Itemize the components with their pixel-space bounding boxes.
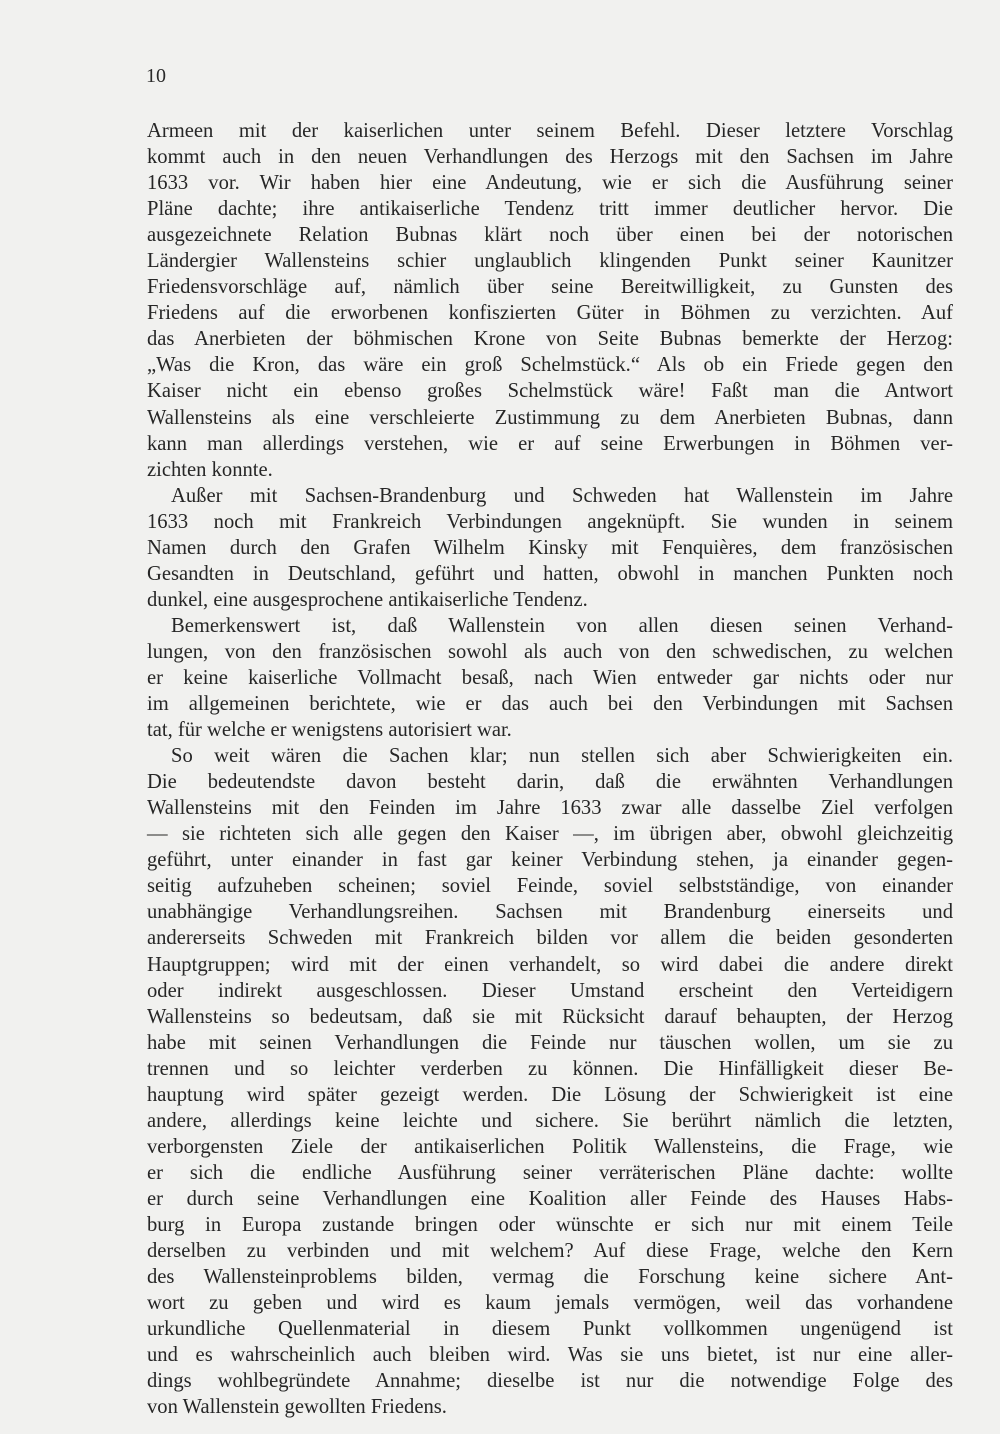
text-line: verborgensten Ziele der antikaiserlichen Politik Wallensteins, die Frage, wie (147, 1135, 953, 1158)
text-line: wort zu geben und wird es kaum jemals vermögen, weil das vorhandene (147, 1292, 953, 1315)
text-line: er durch seine Verhandlungen eine Koalition aller Feinde des Hauses Habs- (147, 1187, 953, 1210)
text-line: Die bedeutendste davon besteht darin, daß die erwähnten Verhandlungen (147, 771, 953, 794)
text-line: andere, allerdings keine leichte und sichere. Sie berührt nämlich die letzten, (147, 1109, 953, 1132)
text-line: von Wallenstein gewollten Friedens. (147, 1396, 447, 1419)
text-line: dunkel, eine ausgesprochene antikaiserliche Tendenz. (147, 588, 588, 611)
text-line: lungen, von den französischen sowohl als auch von den schwedischen, zu welchen (147, 640, 953, 663)
text-line: Pläne dachte; ihre antikaiserliche Tendenz tritt immer deutlicher hervor. Die (147, 198, 953, 221)
text-line: kann man allerdings verstehen, wie er auf seine Erwerbungen in Böhmen ver- (147, 432, 953, 455)
text-line: seitig aufzuheben scheinen; soviel Feinde, soviel selbstständige, von einander (147, 875, 953, 898)
text-line: Hauptgruppen; wird mit der einen verhandelt, so wird dabei die andere direkt (147, 953, 953, 976)
text-line: das Anerbieten der böhmischen Krone von Seite Bubnas bemerkte der Herzog: (147, 328, 953, 351)
text-line: Armeen mit der kaiserlichen unter seinem Befehl. Dieser letztere Vorschlag (147, 120, 953, 142)
text-line: oder indirekt ausgeschlossen. Dieser Umstand erscheint den Verteidigern (147, 979, 953, 1002)
text-line: 1633 vor. Wir haben hier eine Andeutung, wie er sich die Ausführung seiner (147, 172, 953, 195)
text-line: Gesandten in Deutschland, geführt und hatten, obwohl in manchen Punkten noch (147, 562, 953, 585)
text-line: Ländergier Wallensteins schier unglaublich klingenden Punkt seiner Kaunitzer (147, 250, 953, 273)
text-line: ausgezeichnete Relation Bubnas klärt noch über einen bei der notorischen (147, 224, 953, 247)
text-line: tat, für welche er wenigstens autorisiert war. (147, 719, 512, 742)
text-line: andererseits Schweden mit Frankreich bilden vor allem die beiden gesonderten (147, 927, 953, 950)
text-line: er keine kaiserliche Vollmacht besaß, nach Wien entweder gar nichts oder nur (147, 666, 953, 689)
text-line: Kaiser nicht ein ebenso großes Schelmstück wäre! Faßt man die Antwort (147, 380, 953, 403)
text-line: kommt auch in den neuen Verhandlungen des Herzogs mit den Sachsen im Jahre (147, 146, 953, 169)
text-line: trennen und so leichter verderben zu können. Die Hinfälligkeit dieser Be- (147, 1057, 953, 1080)
text-line: Wallensteins so bedeutsam, daß sie mit Rücksicht darauf behaupten, der Herzog (147, 1005, 953, 1028)
text-line: Wallensteins als eine verschleierte Zustimmung zu dem Anerbieten Bubnas, dann (147, 406, 953, 429)
text-line: urkundliche Quellenmaterial in diesem Punkt vollkommen ungenügend ist (147, 1318, 953, 1341)
body-text (147, 118, 953, 1420)
text-line: und es wahrscheinlich auch bleiben wird. Was sie uns bietet, ist nur eine aller- (147, 1344, 953, 1367)
text-line: — sie richteten sich alle gegen den Kaiser —, im übrigen aber, obwohl gleichzeitig (147, 823, 953, 846)
text-line: Wallensteins mit den Feinden im Jahre 1633 zwar alle dasselbe Ziel verfolgen (147, 797, 953, 820)
text-line: hauptung wird später gezeigt werden. Die Lösung der Schwierigkeit ist eine (147, 1083, 953, 1106)
text-line: Bemerkenswert ist, daß Wallenstein von allen diesen seinen Verhand- (171, 614, 953, 637)
text-line: geführt, unter einander in fast gar keiner Verbindung stehen, ja einander gegen- (147, 849, 953, 872)
text-line: des Wallensteinproblems bilden, vermag die Forschung keine sichere Ant- (147, 1266, 953, 1289)
text-line: im allgemeinen berichtete, wie er das auch bei den Verbindungen mit Sachsen (147, 693, 953, 716)
text-line: Friedensvorschläge auf, nämlich über seine Bereitwilligkeit, zu Gunsten des (147, 276, 953, 299)
text-line: Namen durch den Grafen Wilhelm Kinsky mit Fenquières, dem französischen (147, 536, 953, 559)
text-line: 1633 noch mit Frankreich Verbindungen angeknüpft. Sie wunden in seinem (147, 510, 953, 533)
text-line: unabhängige Verhandlungsreihen. Sachsen mit Brandenburg einerseits und (147, 901, 953, 924)
text-line: habe mit seinen Verhandlungen die Feinde nur täuschen wollen, um sie zu (147, 1031, 953, 1054)
text-line: So weit wären die Sachen klar; nun stellen sich aber Schwierigkeiten ein. (171, 745, 953, 768)
text-line: burg in Europa zustande bringen oder wünschte er sich nur mit einem Teile (147, 1213, 953, 1236)
text-line: zichten konnte. (147, 458, 273, 481)
text-line: „Was die Kron, das wäre ein groß Schelmstück.“ Als ob ein Friede gegen den (147, 354, 953, 377)
page-number: 10 (146, 65, 166, 87)
text-line: er sich die endliche Ausführung seiner verräterischen Pläne dachte: wollte (147, 1161, 953, 1184)
text-line: dings wohlbegründete Annahme; dieselbe ist nur die notwendige Folge des (147, 1370, 953, 1393)
text-line: derselben zu verbinden und mit welchem? Auf diese Frage, welche den Kern (147, 1240, 953, 1263)
text-line: Friedens auf die erworbenen konfiszierten Güter in Böhmen zu verzichten. Auf (147, 302, 953, 325)
text-line: Außer mit Sachsen-Brandenburg und Schweden hat Wallenstein im Jahre (171, 484, 953, 507)
